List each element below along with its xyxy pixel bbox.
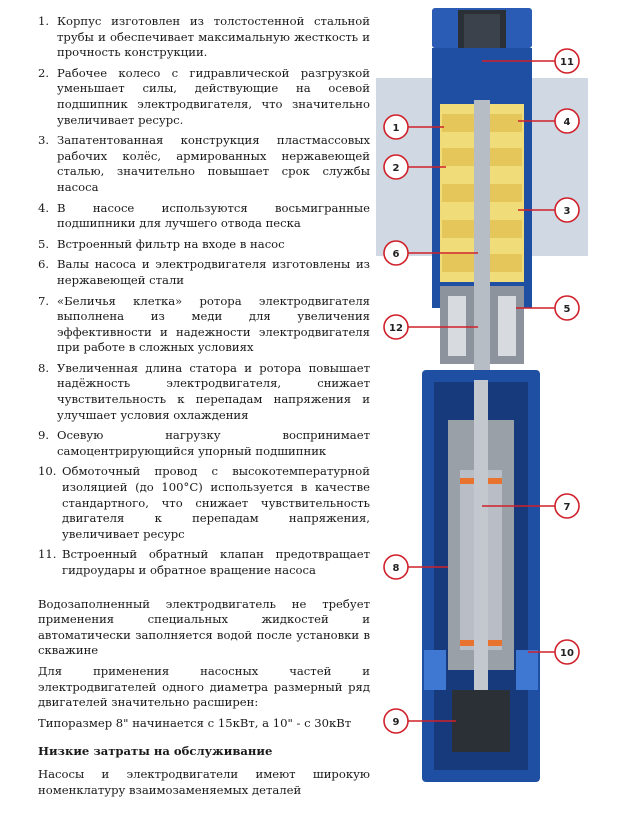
svg-text:8: 8 bbox=[392, 563, 400, 574]
svg-text:6: 6 bbox=[392, 249, 400, 260]
callout-11 bbox=[555, 49, 579, 73]
svg-text:7: 7 bbox=[563, 502, 571, 513]
callout-7 bbox=[555, 494, 579, 518]
list-item: 6. Валы насоса и электродвигателя изготовлены из нержавеющей стали bbox=[38, 257, 370, 287]
pump-cutaway-drawing bbox=[368, 0, 626, 813]
callout-12 bbox=[384, 315, 408, 339]
list-item: 11. Встроенный обратный клапан предотвращает гидроудары и обратное вращение насоса bbox=[38, 547, 370, 577]
list-item: 10. Обмоточный провод с высокотемпературной изоляцией (до 100°C) используется в качестве стандартного, что снижает чувствительность двигателя к перепадам напряжения, увеличивает ресурс bbox=[38, 464, 370, 541]
callout-3 bbox=[555, 198, 579, 222]
callout-10 bbox=[555, 640, 579, 664]
description-column bbox=[38, 14, 370, 803]
svg-text:12: 12 bbox=[389, 323, 403, 334]
list-item: 1. Корпус изготовлен из толстостенной стальной трубы и обеспечивает максимальную жесткость и прочность конструкции. bbox=[38, 14, 370, 60]
intake-filter-left bbox=[448, 296, 466, 356]
size-range-paragraph: Типоразмер 8" начинается с 15кВт, а 10" - с 30кВт bbox=[38, 715, 352, 730]
callout-4 bbox=[555, 109, 579, 133]
svg-text:2: 2 bbox=[392, 163, 400, 174]
callout-9 bbox=[384, 709, 408, 733]
svg-text:10: 10 bbox=[560, 648, 574, 659]
callout-8 bbox=[384, 555, 408, 579]
svg-text:5: 5 bbox=[563, 304, 571, 315]
pump-cutaway-figure bbox=[368, 0, 626, 813]
intake-filter-right bbox=[498, 296, 516, 356]
svg-text:1: 1 bbox=[392, 123, 400, 134]
maintenance-heading: Низкие затраты на обслуживание bbox=[38, 744, 273, 759]
callout-2 bbox=[384, 155, 408, 179]
callout-6 bbox=[384, 241, 408, 265]
callout-5 bbox=[555, 296, 579, 320]
svg-text:4: 4 bbox=[563, 117, 571, 128]
pump-shaft bbox=[474, 100, 490, 380]
winding-wire-left bbox=[424, 650, 446, 690]
winding-wire-right bbox=[516, 650, 538, 690]
maintenance-paragraph: Насосы и электродвигатели имеют широкую номенклатуру взаимозаменяемых деталей bbox=[38, 766, 370, 797]
list-item: 5. Встроенный фильтр на входе в насос bbox=[38, 236, 285, 251]
thrust-bearing bbox=[452, 690, 510, 752]
same-diameter-paragraph: Для применения насосных частей и электродвигателей одного диаметра размерный ряд двигателей значительно расширен: bbox=[38, 663, 370, 710]
list-item: 7. «Беличья клетка» ротора электродвигателя выполнена из меди для увеличения эффективности и надежности электродвигателя при работе в сложных условиях bbox=[38, 293, 370, 355]
svg-text:11: 11 bbox=[560, 57, 574, 68]
list-item: 9. Осевую нагрузку воспринимает самоцентрирующийся упорный подшипник bbox=[38, 428, 370, 458]
water-filled-paragraph: Водозаполненный электродвигатель не требует применения специальных жидкостей и автоматически заполняется водой после установки в скважине bbox=[38, 596, 370, 658]
svg-text:9: 9 bbox=[392, 717, 400, 728]
svg-text:3: 3 bbox=[563, 206, 571, 217]
list-item: 2. Рабочее колесо с гидравлической разгрузкой уменьшает силы, действующие на осевой подшипник электродвигателя, что значительно увеличивает ресурс. bbox=[38, 65, 370, 127]
list-item: 3. Запатентованная конструкция пластмассовых рабочих колёс, армированных нержавеющей сталью, значительно повышает срок службы насоса bbox=[38, 133, 370, 194]
list-item: 8. Увеличенная длина статора и ротора повышает надёжность электродвигателя, снижает чувствительность к перепадам напряжения и улучшает условия охлаждения bbox=[38, 360, 370, 422]
feature-list bbox=[38, 14, 370, 579]
list-item: 4. В насосе используются восьмигранные подшипники для лучшего отвода песка bbox=[38, 200, 370, 231]
callout-1 bbox=[384, 115, 408, 139]
